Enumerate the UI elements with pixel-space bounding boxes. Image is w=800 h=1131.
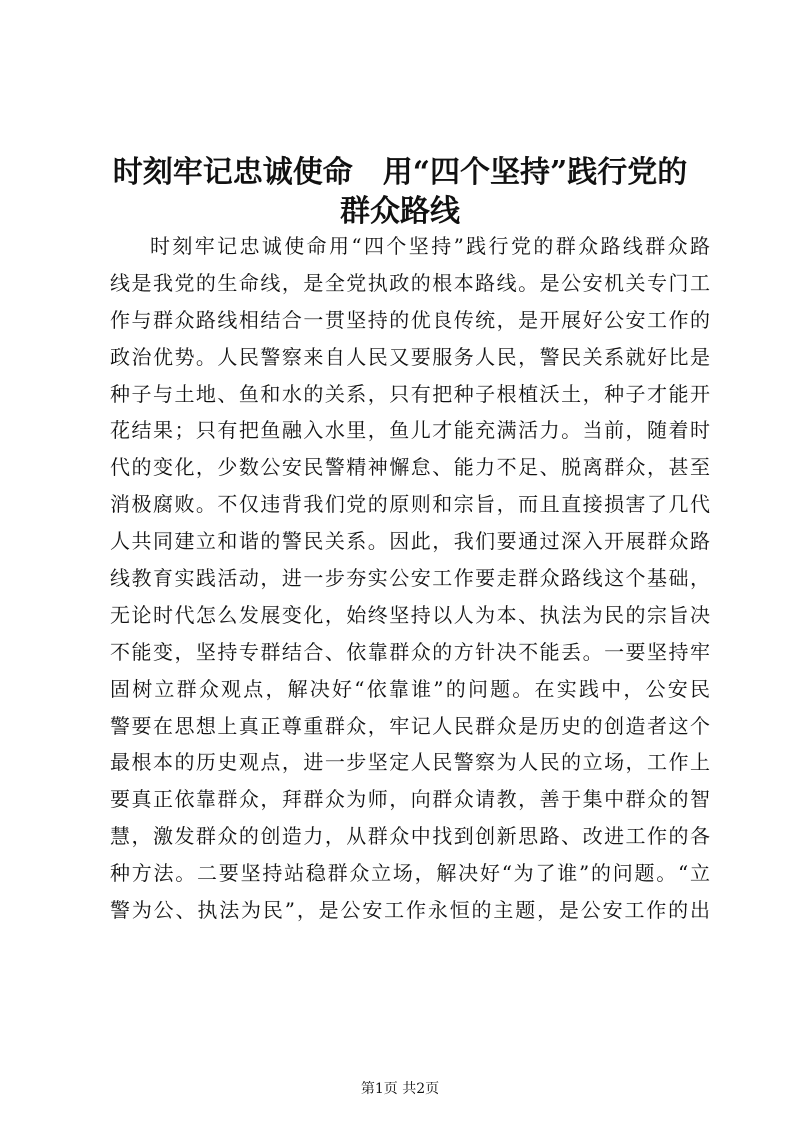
body-paragraph: [110, 228, 710, 929]
paragraph-line: 无论时代怎么发展变化，始终坚持以人为本、执法为民的宗旨决: [110, 602, 710, 627]
page-number: 第1页 共2页: [360, 1081, 440, 1097]
paragraph-line: 人共同建立和谐的警民关系。因此，我们要通过深入开展群众路: [110, 529, 710, 554]
paragraph-line: 时刻牢记忠诚使命用“四个坚持”践行党的群众路线群众路: [150, 234, 710, 258]
paragraph-line: 作与群众路线相结合一贯坚持的优良传统，是开展好公安工作的: [110, 307, 710, 332]
paragraph-line: 政治优势。人民警察来自人民又要服务人民，警民关系就好比是: [110, 344, 710, 369]
document-title-line-2: 群众路线: [340, 194, 460, 229]
paragraph-line: 线教育实践活动，进一步夯实公安工作要走群众路线这个基础，: [110, 566, 710, 591]
document-title-line-1: 时刻牢记忠诚使命 用“四个坚持”践行党的: [112, 155, 688, 190]
paragraph-line: 消极腐败。不仅违背我们党的原则和宗旨，而且直接损害了几代: [110, 492, 710, 517]
paragraph-line: 警为公、执法为民”，是公安工作永恒的主题，是公安工作的出: [110, 898, 710, 923]
paragraph-line: 不能变，坚持专群结合、依靠群众的方针决不能丢。一要坚持牢: [110, 639, 710, 664]
paragraph-line: 种子与土地、鱼和水的关系，只有把种子根植沃土，种子才能开: [110, 381, 710, 406]
paragraph-line: 代的变化，少数公安民警精神懈怠、能力不足、脱离群众，甚至: [110, 455, 710, 480]
paragraph-line: 警要在思想上真正尊重群众，牢记人民群众是历史的创造者这个: [110, 713, 710, 738]
paragraph-line: 要真正依靠群众，拜群众为师，向群众请教，善于集中群众的智: [110, 787, 710, 812]
paragraph-line: 线是我党的生命线，是全党执政的根本路线。是公安机关专门工: [110, 270, 710, 295]
paragraph-line: 慧，激发群众的创造力，从群众中找到创新思路、改进工作的各: [110, 824, 710, 849]
paragraph-line: 花结果；只有把鱼融入水里，鱼儿才能充满活力。当前，随着时: [110, 418, 710, 443]
paragraph-line: 固树立群众观点，解决好“依靠谁”的问题。在实践中，公安民: [110, 676, 710, 701]
paragraph-line: 最根本的历史观点，进一步坚定人民警察为人民的立场，工作上: [110, 750, 710, 775]
paragraph-line: 种方法。二要坚持站稳群众立场，解决好“为了谁”的问题。“立: [110, 861, 710, 886]
